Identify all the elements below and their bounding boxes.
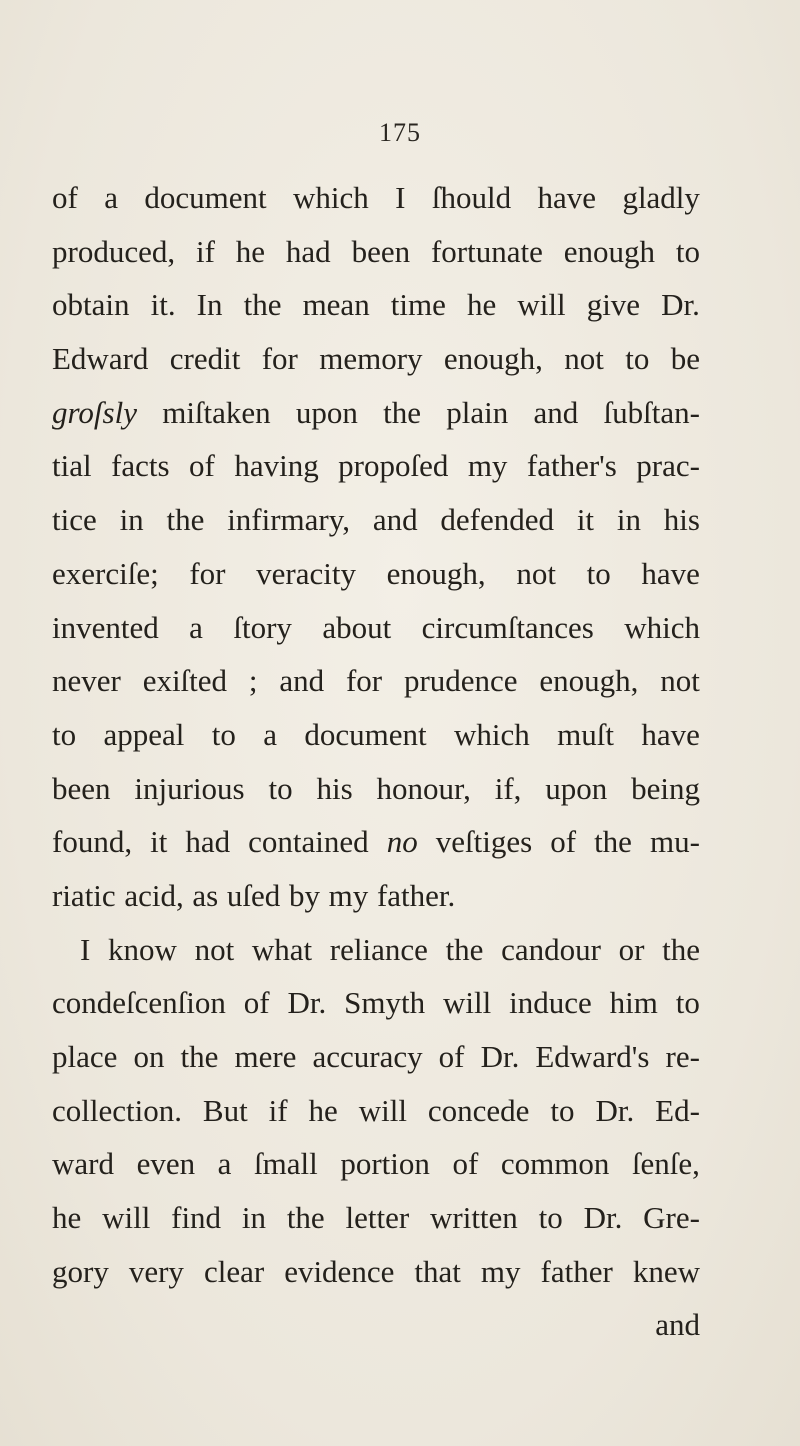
word: veſtiges xyxy=(435,824,533,860)
page-number: 175 xyxy=(379,118,421,147)
word: portion xyxy=(340,1146,430,1182)
word: ; xyxy=(248,663,258,699)
word: on xyxy=(133,1039,165,1074)
word: father's xyxy=(526,448,617,484)
word: to xyxy=(52,716,77,752)
word: him xyxy=(609,985,658,1021)
word: exiſted xyxy=(142,663,228,699)
word: infirmary, xyxy=(227,502,350,538)
word: find xyxy=(171,1200,222,1236)
word: have xyxy=(537,180,597,215)
word: to xyxy=(550,1092,575,1128)
word: the xyxy=(243,287,282,323)
word: fortunate xyxy=(430,233,543,269)
word: clear xyxy=(203,1253,265,1289)
word: Smyth xyxy=(344,985,426,1021)
word: had xyxy=(285,233,331,269)
word: found, xyxy=(52,824,133,860)
word: which xyxy=(624,609,700,645)
word: will xyxy=(358,1092,407,1128)
word: ſubſtan- xyxy=(603,394,700,430)
word: a xyxy=(189,609,203,645)
word: his xyxy=(663,502,700,538)
word: will xyxy=(102,1200,151,1236)
text-line xyxy=(52,493,700,547)
word: obtain xyxy=(52,287,130,323)
text-line xyxy=(52,547,700,601)
word: place xyxy=(52,1039,118,1074)
word: Ed- xyxy=(655,1092,700,1128)
word: riatic xyxy=(52,877,116,913)
body-text xyxy=(52,171,700,1352)
word: Dr. xyxy=(480,1039,520,1074)
word: tial xyxy=(52,448,92,484)
word: by xyxy=(288,877,320,913)
word: of xyxy=(452,1146,479,1182)
word: enough, xyxy=(443,341,543,377)
word: it xyxy=(576,502,595,538)
word: document xyxy=(144,180,267,215)
word: be xyxy=(670,341,700,377)
text-line xyxy=(52,171,700,225)
word: Dr. xyxy=(583,1200,623,1236)
word: In xyxy=(196,287,223,323)
text-line xyxy=(52,439,700,493)
word: of xyxy=(52,180,78,215)
word: a xyxy=(104,180,118,215)
word: tice xyxy=(52,502,97,538)
word: never xyxy=(52,663,121,699)
word: mu- xyxy=(649,824,700,860)
word: my xyxy=(467,448,508,484)
word: and xyxy=(279,663,325,699)
word: time xyxy=(390,287,446,323)
word: of xyxy=(438,1039,465,1074)
word: father. xyxy=(376,877,456,913)
word: prudence xyxy=(403,663,518,699)
word: not xyxy=(660,663,700,699)
word: reliance xyxy=(329,931,428,967)
word: groſsly xyxy=(52,394,137,430)
word: honour, xyxy=(376,770,471,806)
word: Dr. xyxy=(287,985,327,1021)
word: upon xyxy=(295,394,358,430)
word: re- xyxy=(665,1039,700,1074)
word: prac- xyxy=(636,448,700,484)
word: gory xyxy=(52,1253,109,1289)
text-line xyxy=(52,1084,700,1138)
word: no xyxy=(386,824,418,860)
text-line xyxy=(52,386,700,440)
word: and xyxy=(533,394,579,430)
word: the xyxy=(286,1200,325,1236)
word: for xyxy=(189,555,226,591)
word: it xyxy=(150,824,168,860)
word: to xyxy=(538,1200,563,1236)
word: of xyxy=(189,448,215,484)
word: common xyxy=(500,1146,610,1182)
word: for xyxy=(345,663,383,699)
word: my xyxy=(328,877,369,913)
word: what xyxy=(251,931,313,967)
word: written xyxy=(430,1200,518,1236)
word: Gre- xyxy=(643,1200,700,1236)
word: produced, xyxy=(52,233,176,269)
word: to xyxy=(586,555,611,591)
word: ward xyxy=(52,1146,114,1182)
catchword-line xyxy=(52,1298,700,1352)
word: a xyxy=(217,1146,232,1182)
word: as xyxy=(192,877,219,913)
word: credit xyxy=(169,341,241,377)
word: enough, xyxy=(539,663,639,699)
word: he xyxy=(235,233,266,269)
word: for xyxy=(261,341,298,377)
word: his xyxy=(316,770,353,806)
word: defended xyxy=(440,502,554,538)
word: the xyxy=(383,394,422,430)
word: facts xyxy=(111,448,170,484)
word: I xyxy=(80,931,91,967)
word: But xyxy=(202,1092,248,1128)
word: which xyxy=(293,180,369,215)
text-line xyxy=(52,1245,700,1299)
word: have xyxy=(641,716,700,752)
word: appeal xyxy=(103,716,185,752)
word: having xyxy=(234,448,319,484)
text-line xyxy=(52,332,700,386)
word: to xyxy=(675,985,700,1021)
word: the xyxy=(662,931,700,967)
word: if xyxy=(268,1092,288,1128)
word: ſhould xyxy=(431,180,512,215)
word: to xyxy=(625,341,650,377)
word: the xyxy=(180,1039,219,1074)
word: he xyxy=(467,287,497,323)
word: acid, xyxy=(124,877,184,913)
word: gladly xyxy=(622,180,700,215)
word: very xyxy=(128,1253,184,1289)
word: give xyxy=(586,287,641,323)
word: ſenſe, xyxy=(631,1146,700,1182)
word: I xyxy=(395,180,406,215)
word: knew xyxy=(632,1253,700,1289)
word: ſtory xyxy=(233,609,292,645)
word: Dr. xyxy=(661,287,700,323)
word: veracity xyxy=(256,555,356,591)
word: the xyxy=(166,502,205,538)
text-line xyxy=(52,278,700,332)
word: it. xyxy=(150,287,176,323)
text-line xyxy=(52,708,700,762)
word: to xyxy=(211,716,236,752)
text-line xyxy=(52,1191,700,1245)
text-line xyxy=(52,1137,700,1191)
word: Edward xyxy=(52,341,149,377)
word: will xyxy=(517,287,566,323)
word: not xyxy=(564,341,604,377)
word: know xyxy=(108,931,177,967)
word: the xyxy=(594,824,632,860)
text-line xyxy=(52,225,700,279)
word: which xyxy=(454,716,530,752)
word: evidence xyxy=(284,1253,395,1289)
word: not xyxy=(194,931,235,967)
word: enough xyxy=(563,233,655,269)
word: collection. xyxy=(52,1092,182,1128)
word: Dr. xyxy=(595,1092,635,1128)
word: had xyxy=(185,824,231,860)
word: in xyxy=(616,502,641,538)
word: he xyxy=(52,1200,82,1236)
word: will xyxy=(443,985,492,1021)
word: of xyxy=(243,985,270,1021)
word: father xyxy=(540,1253,613,1289)
word: injurious xyxy=(134,770,245,806)
word: upon xyxy=(545,770,608,806)
text-line xyxy=(52,654,700,708)
word: condeſcenſion xyxy=(52,985,226,1021)
text-line xyxy=(52,601,700,655)
text-line xyxy=(52,976,700,1030)
word: memory xyxy=(319,341,423,377)
word: being xyxy=(631,770,700,806)
word: accuracy xyxy=(312,1039,423,1074)
word: even xyxy=(136,1146,196,1182)
text-line xyxy=(52,923,700,977)
word: induce xyxy=(509,985,592,1021)
word: enough, xyxy=(386,555,486,591)
word: in xyxy=(241,1200,266,1236)
word: miſtaken xyxy=(162,394,271,430)
word: ſmall xyxy=(254,1146,318,1182)
text-line xyxy=(52,762,700,816)
word: mean xyxy=(302,287,370,323)
word: not xyxy=(516,555,556,591)
word: or xyxy=(618,931,645,967)
text-line xyxy=(52,815,700,869)
word: been xyxy=(351,233,411,269)
word: invented xyxy=(52,609,159,645)
word: been xyxy=(52,770,111,806)
word: to xyxy=(675,233,700,269)
word: candour xyxy=(501,931,601,967)
word: to xyxy=(268,770,293,806)
word: have xyxy=(641,555,700,591)
word: a xyxy=(263,716,278,752)
word: about xyxy=(322,609,392,645)
word: concede xyxy=(427,1092,530,1128)
word: he xyxy=(308,1092,338,1128)
word: mere xyxy=(234,1039,297,1074)
text-line xyxy=(52,869,700,923)
word: propoſed xyxy=(338,448,449,484)
word: letter xyxy=(345,1200,410,1236)
word: my xyxy=(480,1253,521,1289)
text-line xyxy=(52,1030,700,1084)
word: exerciſe; xyxy=(52,555,159,591)
word: and xyxy=(372,502,418,538)
word: muſt xyxy=(557,716,615,752)
word: of xyxy=(550,824,577,860)
word: that xyxy=(414,1253,461,1289)
word: circumſtances xyxy=(421,609,594,645)
word: uſed xyxy=(226,877,281,913)
word: document xyxy=(304,716,427,752)
catchword: and xyxy=(655,1307,700,1343)
word: in xyxy=(119,502,144,538)
word: Edward's xyxy=(535,1039,650,1074)
word: if xyxy=(195,233,215,269)
word: plain xyxy=(446,394,509,430)
word: contained xyxy=(248,824,369,860)
word: if, xyxy=(494,770,522,806)
word: the xyxy=(445,931,484,967)
